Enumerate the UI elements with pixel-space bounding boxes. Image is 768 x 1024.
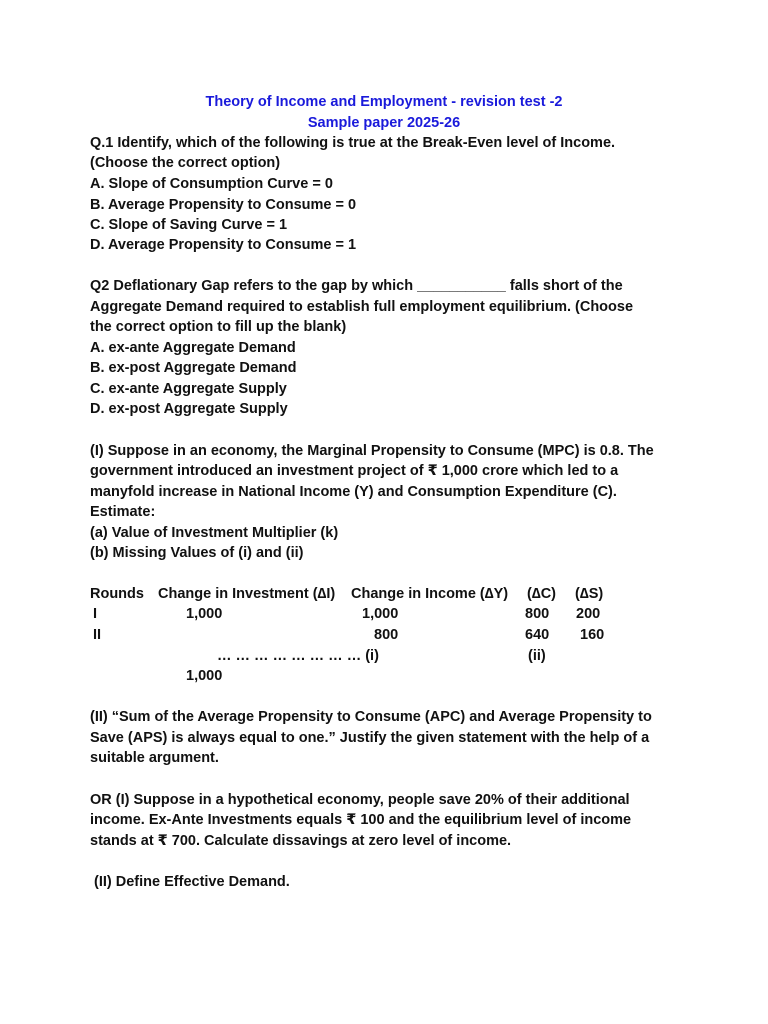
header-change-investment: Change in Investment (∆I) <box>158 586 336 602</box>
saving-value: 200 <box>576 606 601 622</box>
q3-part2-line-1: (II) “Sum of the Average Propensity to Consume (APC) and Average Propensity to <box>90 709 652 725</box>
header-change-income: Change in Income (∆Y) <box>351 586 509 602</box>
continuation-dots: … … … … … … … … (i) <box>217 648 379 664</box>
q3-or-part2: (II) Define Effective Demand. <box>90 874 290 890</box>
q3-or-line-3: stands at ₹ 700. Calculate dissavings at zero level of income. <box>90 833 512 849</box>
q3-stem-line-4: Estimate: <box>90 504 156 520</box>
q3-part2-line-2: Save (APS) is always equal to one.” Justify the given statement with the help of a <box>90 730 650 746</box>
round-label: I <box>93 606 98 622</box>
q3-stem-line-2: government introduced an investment project of ₹ 1,000 crore which led to a <box>90 463 619 479</box>
document-subtitle: Sample paper 2025-26 <box>307 115 461 131</box>
q1-option-a: A. Slope of Consumption Curve = 0 <box>90 176 333 192</box>
income-value: 1,000 <box>362 606 399 622</box>
q1-stem-line-1: Q.1 Identify, which of the following is true at the Break-Even level of Income. <box>90 135 616 151</box>
q1-option-b: B. Average Propensity to Consume = 0 <box>90 197 357 213</box>
saving-value: 160 <box>580 627 605 643</box>
income-value: 800 <box>374 627 399 643</box>
q1-option-d: D. Average Propensity to Consume = 1 <box>90 237 357 253</box>
q1-option-c: C. Slope of Saving Curve = 1 <box>90 217 288 233</box>
q3-stem-line-3: manyfold increase in National Income (Y) and Consumption Expenditure (C). <box>90 484 617 500</box>
missing-value-ii: (ii) <box>528 648 546 664</box>
q2-stem-line-1: Q2 Deflationary Gap refers to the gap by which ___________ falls short of the <box>90 278 623 294</box>
q3-stem-line-1: (I) Suppose in an economy, the Marginal Propensity to Consume (MPC) is 0.8. The <box>90 443 654 459</box>
consumption-value: 640 <box>525 627 550 643</box>
document-title: Theory of Income and Employment - revision test -2 <box>205 94 563 110</box>
q3-or-line-1: OR (I) Suppose in a hypothetical economy, people save 20% of their additional <box>90 792 630 808</box>
q2-option-c: C. ex-ante Aggregate Supply <box>90 381 287 397</box>
header-change-consumption: (∆C) <box>527 586 556 602</box>
investment-value: 1,000 <box>186 606 223 622</box>
investment-total: 1,000 <box>186 668 223 684</box>
round-label: II <box>93 627 102 643</box>
q3-sub-a: (a) Value of Investment Multiplier (k) <box>90 525 339 541</box>
q2-stem-line-2: Aggregate Demand required to establish full employment equilibrium. (Choose <box>90 299 634 315</box>
q3-or-line-2: income. Ex-Ante Investments equals ₹ 100 and the equilibrium level of income <box>90 812 632 828</box>
q2-option-a: A. ex-ante Aggregate Demand <box>90 340 296 356</box>
q2-option-b: B. ex-post Aggregate Demand <box>90 360 297 376</box>
q3-sub-b: (b) Missing Values of (i) and (ii) <box>90 545 304 561</box>
q3-part2-line-3: suitable argument. <box>90 750 219 766</box>
q1-stem-line-2: (Choose the correct option) <box>90 155 281 171</box>
header-rounds: Rounds <box>90 586 144 602</box>
consumption-value: 800 <box>525 606 550 622</box>
header-change-saving: (∆S) <box>575 586 604 602</box>
q2-stem-line-3: the correct option to fill up the blank) <box>90 319 347 335</box>
q2-option-d: D. ex-post Aggregate Supply <box>90 401 288 417</box>
